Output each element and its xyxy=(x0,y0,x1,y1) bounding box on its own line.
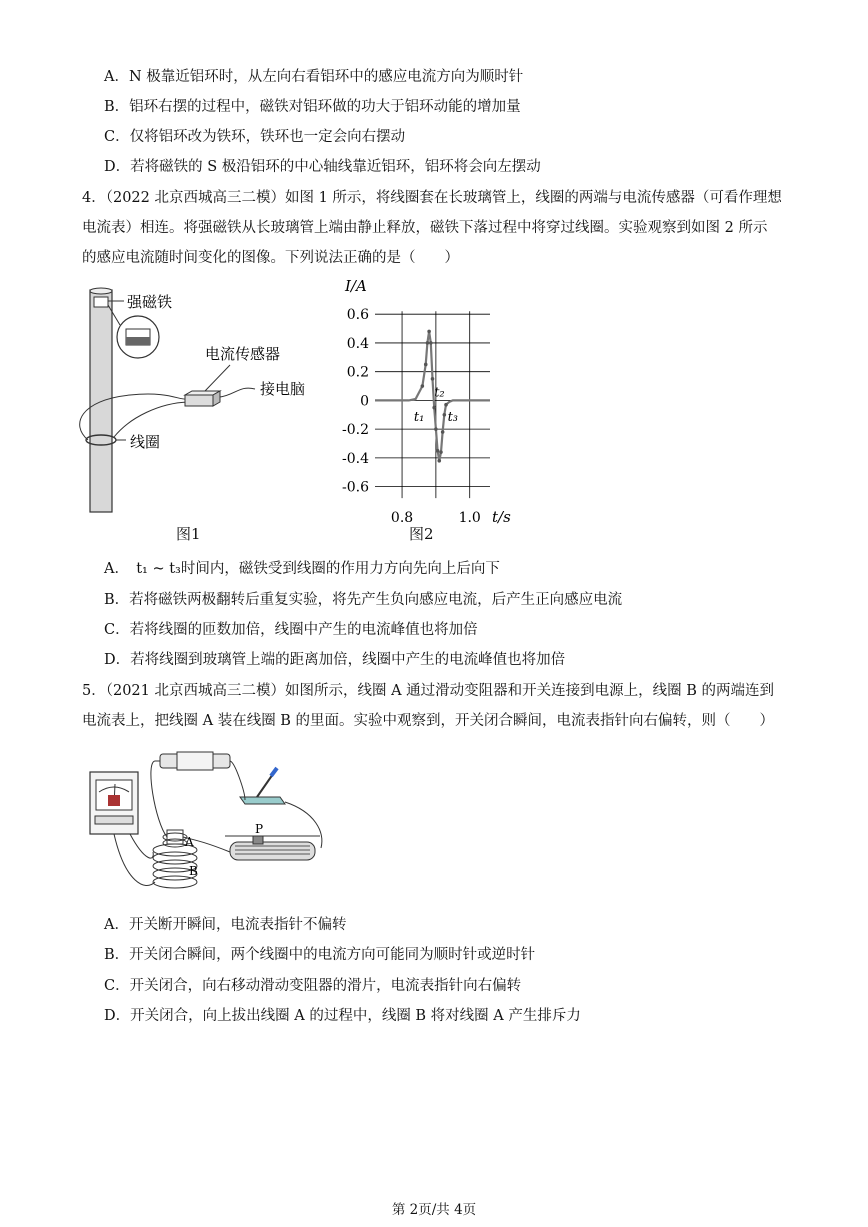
q5-option-d: D．开关闭合，向上拔出线圈 A 的过程中，线圈 B 将对线圈 A 产生排斥力 xyxy=(104,1008,581,1024)
q4-option-d: D．若将线圈到玻璃管上端的距离加倍，线圈中产生的电流峰值也将加倍 xyxy=(104,652,566,668)
q3-option-b: B．铝环右摆的过程中，磁铁对铝环做的功大于铝环动能的增加量 xyxy=(104,99,521,115)
q4-option-b: B．若将磁铁两极翻转后重复实验，将先产生负向感应电流，后产生正向感应电流 xyxy=(104,592,623,608)
q4-stem-line3: 的感应电流随时间变化的图像。下列说法正确的是（ ） xyxy=(82,250,459,266)
figure-2-chart xyxy=(330,275,530,530)
annotation-3: t₃ xyxy=(447,409,459,425)
annotation-2: t₂ xyxy=(434,385,445,401)
q4-option-a: A． t₁ ~ t₃时间内，磁铁受到线圈的作用力方向先向上后向下 xyxy=(104,561,500,577)
label-strong-magnet: 强磁铁 xyxy=(127,293,173,311)
figure-q5-circuit xyxy=(85,742,335,902)
y-tick-label: 0.4 xyxy=(346,335,369,352)
q5-stem-line1: 5．（2021 北京西城高三二模）如图所示，线圈 A 通过滑动变阻器和开关连接到电源上，线圈 B 的两端连到 xyxy=(82,683,775,699)
q3-option-c: C．仅将铝环改为铁环，铁环也一定会向右摆动 xyxy=(104,129,406,145)
label-coil-b: B xyxy=(189,864,198,878)
data-point xyxy=(439,450,443,454)
figure-1-apparatus xyxy=(70,285,330,520)
data-point xyxy=(437,459,441,463)
label-current-sensor: 电流传感器 xyxy=(205,345,281,363)
data-point xyxy=(424,363,428,367)
y-tick-label: -0.2 xyxy=(342,422,369,439)
x-tick-label: 1.0 xyxy=(458,510,481,526)
data-point xyxy=(434,427,438,431)
q3-option-d: D．若将磁铁的 S 极沿铝环的中心轴线靠近铝环，铝环将会向左摆动 xyxy=(104,159,541,175)
label-slider-p: P xyxy=(255,822,264,836)
label-coil-a: A xyxy=(185,835,194,849)
data-point xyxy=(426,341,430,345)
data-point xyxy=(436,449,440,453)
x-axis-label: t/s xyxy=(492,508,511,526)
y-tick-label: 0 xyxy=(360,393,369,410)
q4-stem-line2: 电流表）相连。将强磁铁从长玻璃管上端由静止释放，磁铁下落过程中将穿过线圈。实验观察到如图 2 所示 xyxy=(82,220,768,236)
y-tick-label: -0.4 xyxy=(342,450,369,467)
data-point xyxy=(421,384,425,388)
label-coil: 线圈 xyxy=(130,433,161,451)
data-point xyxy=(427,330,431,334)
q4-option-c: C．若将线圈的匝数加倍，线圈中产生的电流峰值也将加倍 xyxy=(104,622,478,638)
q5-stem-line2: 电流表上，把线圈 A 装在线圈 B 的里面。实验中观察到，开关闭合瞬间，电流表指针向右偏转，则（ ） xyxy=(82,713,775,729)
y-tick-label: 0.2 xyxy=(346,364,369,381)
q5-option-a: A．开关断开瞬间，电流表指针不偏转 xyxy=(104,917,347,933)
y-tick-label: -0.6 xyxy=(342,479,369,496)
data-point xyxy=(431,377,435,381)
data-point xyxy=(432,406,436,410)
annotation-1: t₁ xyxy=(413,409,425,425)
q5-option-b: B．开关闭合瞬间，两个线圈中的电流方向可能同为顺时针或逆时针 xyxy=(104,947,536,963)
q3-option-a: A．N 极靠近铝环时，从左向右看铝环中的感应电流方向为顺时针 xyxy=(104,69,524,85)
q5-option-c: C．开关闭合，向右移动滑动变阻器的滑片，电流表指针向右偏转 xyxy=(104,978,522,994)
label-computer: 接电脑 xyxy=(260,380,306,398)
data-point xyxy=(444,403,448,407)
q4-stem-line1: 4．（2022 北京西城高三二模）如图 1 所示，将线圈套在长玻璃管上，线圈的两端与电流传感器（可看作理想 xyxy=(82,190,782,206)
y-axis-label: I/A xyxy=(345,277,367,295)
x-tick-label: 0.8 xyxy=(390,510,414,526)
figure-1-caption: 图1 xyxy=(176,525,201,543)
data-point xyxy=(443,413,447,417)
data-point xyxy=(441,430,445,434)
data-point xyxy=(429,341,433,345)
series-line xyxy=(375,331,490,460)
page-footer: 第 2页/共 4页 xyxy=(391,1202,477,1218)
y-tick-label: 0.6 xyxy=(346,307,369,324)
figure-2-caption: 图2 xyxy=(409,525,434,543)
